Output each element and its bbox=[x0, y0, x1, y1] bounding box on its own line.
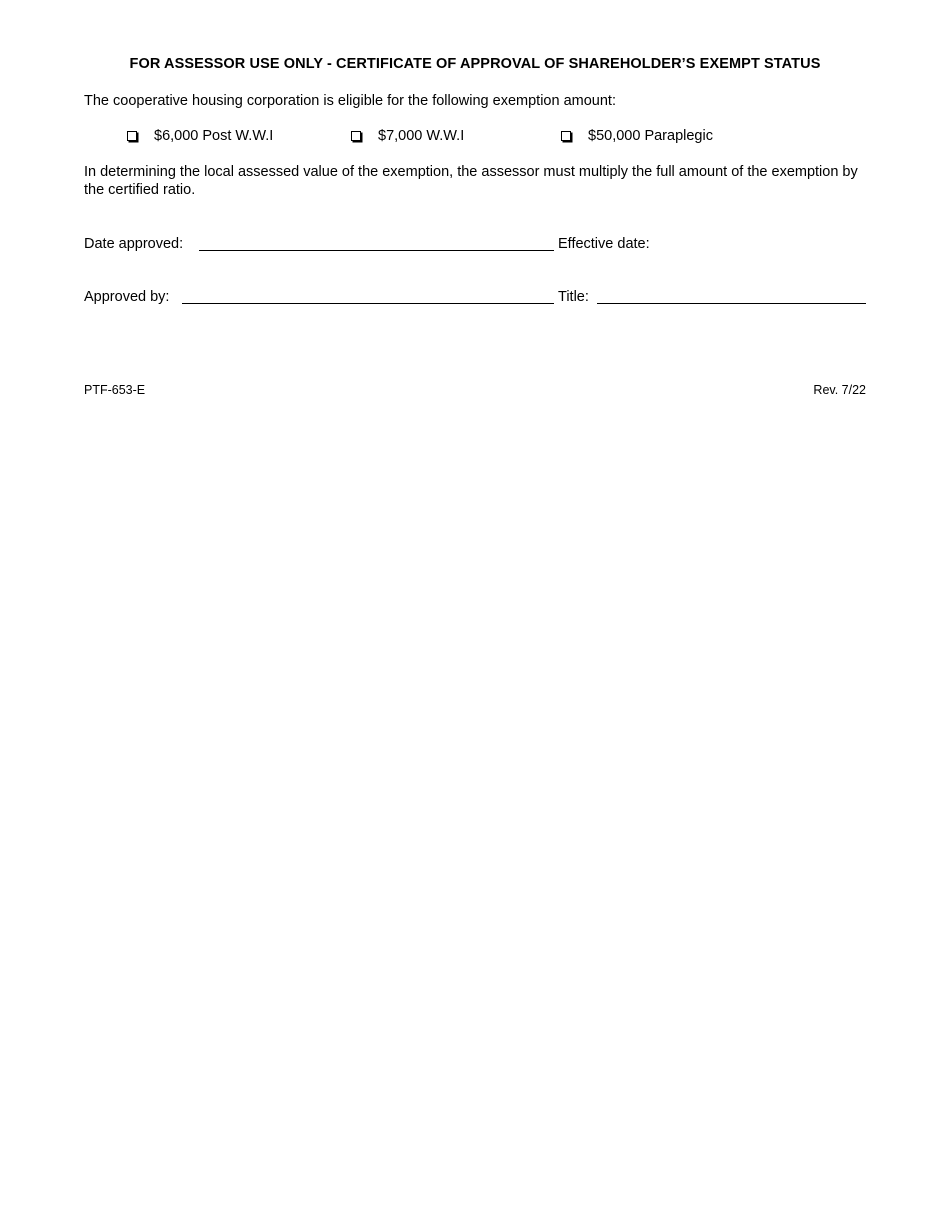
option-50000-paraplegic[interactable] bbox=[561, 127, 713, 145]
exemption-intro-text: The cooperative housing corporation is eligible for the following exemption amount: bbox=[84, 93, 616, 109]
option-label: $6,000 Post W.W.I bbox=[154, 128, 274, 144]
approved-by-label: Approved by: bbox=[84, 289, 170, 305]
certified-ratio-note: In determining the local assessed value of the exemption, the assessor must multiply the full amount of the exemption by the certified ratio. bbox=[84, 164, 858, 198]
option-6000-post-wwi[interactable] bbox=[127, 127, 273, 145]
title-field[interactable] bbox=[597, 303, 866, 304]
date-approved-label: Date approved: bbox=[84, 236, 184, 252]
revision-date: Rev. 7/22 bbox=[813, 383, 866, 397]
title-label: Title: bbox=[558, 289, 589, 305]
checkbox-6000-post-wwi[interactable] bbox=[127, 131, 137, 141]
checkbox-50000-paraplegic[interactable] bbox=[561, 131, 571, 141]
page-title: FOR ASSESSOR USE ONLY - CERTIFICATE OF APPROVAL OF SHAREHOLDER’S EXEMPT STATUS bbox=[129, 56, 821, 72]
option-label: $7,000 W.W.I bbox=[378, 128, 465, 144]
option-7000-wwi[interactable] bbox=[351, 127, 464, 145]
option-label: $50,000 Paraplegic bbox=[588, 128, 713, 144]
date-approved-field[interactable] bbox=[199, 250, 554, 251]
form-id: PTF-653-E bbox=[84, 383, 146, 397]
approved-by-field[interactable] bbox=[182, 303, 554, 304]
checkbox-7000-wwi[interactable] bbox=[351, 131, 361, 141]
effective-date-label: Effective date: bbox=[558, 236, 650, 252]
